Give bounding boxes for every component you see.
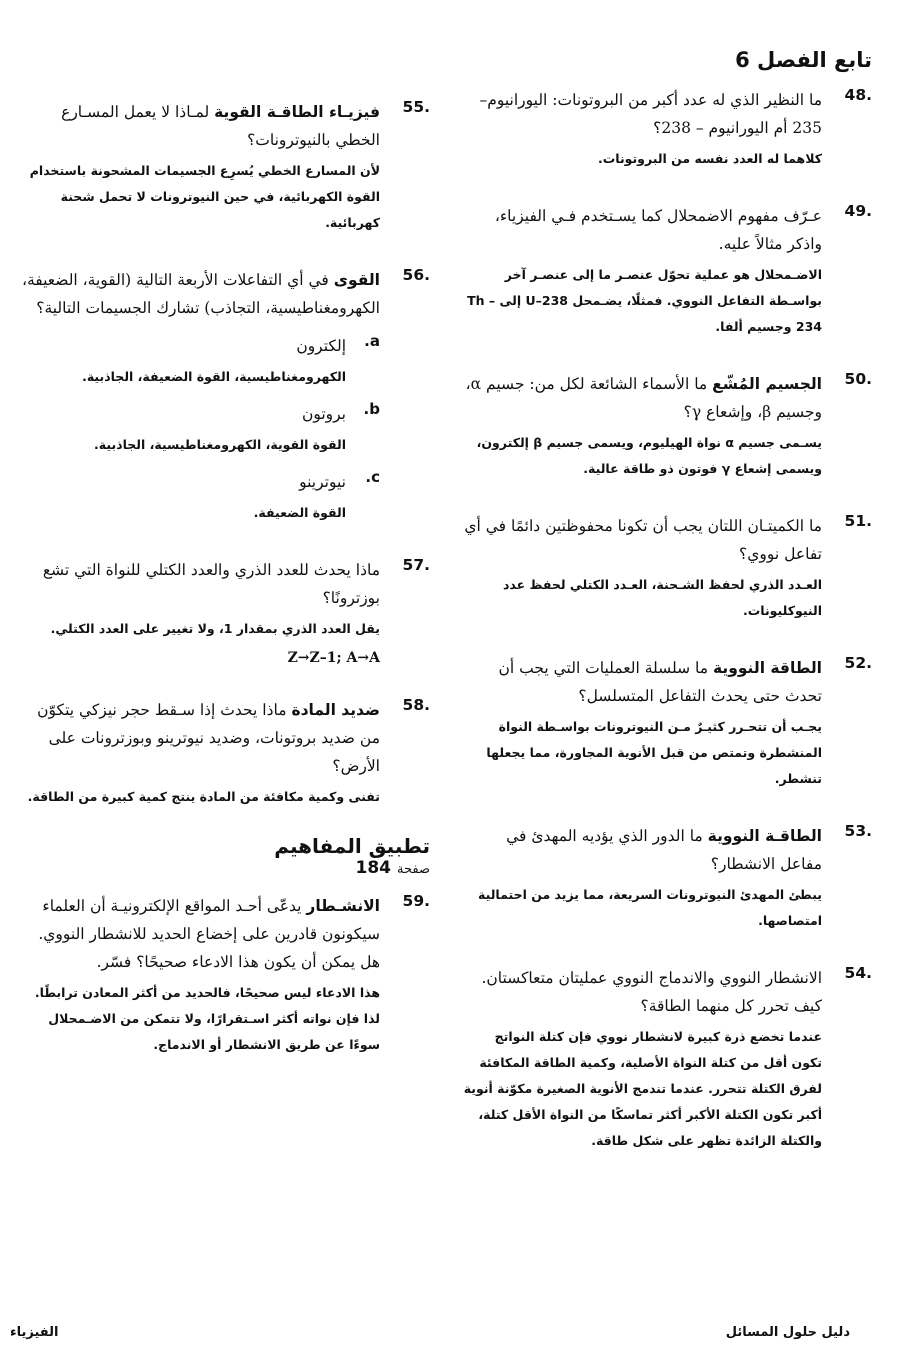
question-keyword: القوى [333, 271, 380, 289]
question-body: ما سلسلة العمليات التي يجب أن تحدث حتى يحدث التفاعل المتسلسل؟ [498, 659, 822, 705]
question-52 [462, 654, 872, 792]
question-number: 48. [844, 86, 872, 104]
question-54 [462, 964, 872, 1154]
question-59 [20, 892, 430, 1058]
question-number: 54. [844, 964, 872, 982]
answer-text: يبطئ المهدئ النيوترونات السريعة، مما يزيد من احتمالية امتصاصها. [478, 887, 822, 928]
question-number: 57. [402, 556, 430, 574]
question-keyword: الطاقـة النووية [707, 827, 822, 845]
question-text [462, 822, 822, 878]
question-49 [462, 202, 872, 340]
question-keyword: فيزيـاء الطاقـة القوية [214, 103, 380, 121]
question-number: 59. [402, 892, 430, 910]
question-number: 55. [402, 98, 430, 116]
question-text [20, 892, 380, 976]
page-reference [20, 858, 430, 878]
question-number: 49. [844, 202, 872, 220]
sub-letter: b. [363, 400, 380, 418]
question-text [462, 654, 822, 710]
right-column [462, 48, 872, 1184]
question-keyword: الجسيم المُشّع [712, 375, 822, 393]
sub-text: إلكترون [296, 337, 346, 355]
footer-subject: الفيزياء [10, 1325, 59, 1340]
question-53 [462, 822, 872, 934]
footer-guide-title: دليل حلول المسائل [725, 1325, 850, 1340]
question-text: عـرّف مفهوم الاضمحلال كما يسـتخدم فـي الفيزياء، واذكر مثالاً عليه. [494, 207, 822, 253]
page-number: 184 [355, 858, 392, 878]
question-57 [20, 556, 430, 666]
answer-text: عندما تخضع ذرة كبيرة لانشطار نووي فإن كتلة النواتج تكون أقل من كتلة النواة الأصلية، وكمية الطاقة المكافئة لفرق الكتلة تتحرر. عندما تندمج الأنوية الصغيرة مكوّنة أنوية أكبر تكون الكتلة الأكبر أكثر تماسكًا من النواة الأقل كتلة، والكتلة الزائدة تظهر على شكل طاقة. [463, 1029, 822, 1148]
question-56 [20, 266, 430, 526]
question-body: ماذا يحدث إذا سـقط حجر نيزكي يتكوّن من ضديد بروتونات، وضديد نيوترينو وبوزترونات على الأرض؟ [37, 701, 380, 775]
question-text [20, 98, 380, 154]
answer-text: القوة القوية، الكهرومغناطيسية، الجاذبية. [94, 437, 346, 452]
question-number: 50. [844, 370, 872, 388]
question-number: 51. [844, 512, 872, 530]
question-48 [462, 86, 872, 172]
question-number: 52. [844, 654, 872, 672]
sub-question-b [20, 400, 380, 458]
question-body: لمـاذا لا يعمل المسـارع الخطي بالنيوترونات؟ [61, 103, 380, 149]
question-body: ما الدور الذي يؤديه المهدئ في مفاعل الانشطار؟ [506, 827, 822, 873]
question-text [462, 370, 822, 426]
section-title: تطبيق المفاهيم [274, 834, 430, 858]
question-number: 58. [402, 696, 430, 714]
sub-letter: a. [364, 332, 380, 350]
answer-text: هذا الادعاء ليس صحيحًا، فالحديد من أكثر المعادن ترابطًا. لذا فإن نواته أكثر اسـتقرارًا، ولا تتمكن من الاضـمحلال سوءًا عن طريق الانشطار أو الاندماج. [34, 985, 380, 1052]
left-column [20, 98, 430, 1088]
answer-text: يسـمى جسيم α نواة الهيليوم، ويسمى جسيم β إلكترون، ويسمى إشعاع γ فوتون ذو طاقة عالية. [476, 435, 822, 476]
answer-text: يجـب أن تتحـرر كثيـرٌ مـن النيوترونات بواسـطة النواة المنشطرة وتمتص من قبل الأنوية المجاورة، مما يجعلها تنشطر. [486, 719, 822, 786]
answer-text: الكهرومغناطيسية، القوة الضعيفة، الجاذبية. [82, 369, 346, 384]
question-text [20, 266, 380, 322]
question-body: ما الأسماء الشائعة لكل من: جسيم α، وجسيم β، وإشعاع γ؟ [465, 375, 822, 421]
question-text: ما الكميتـان اللتان يجب أن تكونا محفوظتين دائمًا في أي تفاعل نووي؟ [464, 517, 822, 563]
question-text: الانشطار النووي والاندماج النووي عمليتان متعاكستان. كيف تحرر كل منهما الطاقة؟ [481, 969, 822, 1015]
page-label: صفحة [397, 862, 430, 877]
question-keyword: الطاقة النووية [712, 659, 822, 677]
sub-question-a [20, 332, 380, 390]
answer-text: القوة الضعيفة. [253, 505, 346, 520]
answer-text: العـدد الذري لحفظ الشـحنة، العـدد الكتلي لحفظ عدد النيوكليونات. [502, 577, 822, 618]
question-55 [20, 98, 430, 236]
chapter-heading: تابع الفصل 6 [735, 48, 872, 72]
question-body: في أي التفاعلات الأربعة التالية (القوية، الضعيفة، الكهرومغناطيسية، التجاذب) تشارك الجسيمات التالية؟ [21, 271, 380, 317]
sub-letter: c. [365, 468, 380, 486]
answer-text: الاضـمحلال هو عملية تحوّل عنصـر ما إلى عنصـر آخر بواسـطة التفاعل النووي. فمثلًا، يضـمحل U–238 إلى Th – 234 وجسيم ألفا. [467, 267, 822, 334]
formula: Z→Z–1; A→A [287, 650, 380, 666]
question-number: 53. [844, 822, 872, 840]
question-body: يدعّى أحـد المواقع الإلكترونيـة أن العلماء سيكونون قادرين على إخضاع الحديد للانشطار النووي. هل يمكن أن يكون هذا الادعاء صحيحًا؟ فسّر. [38, 897, 380, 971]
question-text [20, 696, 380, 780]
answer-text: يقل العدد الذري بمقدار 1، ولا تغيير على العدد الكتلي. [50, 621, 380, 636]
answer-text: لأن المسارع الخطي يُسرِع الجسيمات المشحونة باستخدام القوة الكهربائية، في حين النيوترونات لا تحمل شحنة كهربائية. [29, 163, 380, 230]
answer-text: تفنى وكمية مكافئة من المادة ينتج كمية كبيرة من الطاقة. [27, 789, 380, 804]
answer-text: كلاهما له العدد نفسه من البروتونات. [597, 151, 822, 166]
question-text: ماذا يحدث للعدد الذري والعدد الكتلي للنواة التي تشع بوزترونًا؟ [42, 561, 380, 607]
question-keyword: ضديد المادة [291, 701, 380, 719]
sub-text: نيوترينو [299, 473, 346, 491]
sub-text: بروتون [301, 405, 346, 423]
question-51 [462, 512, 872, 624]
question-50 [462, 370, 872, 482]
question-text: ما النظير الذي له عدد أكبر من البروتونات: اليورانيوم–235 أم اليورانيوم – 238؟ [479, 91, 822, 137]
question-58 [20, 696, 430, 810]
sub-question-c [20, 468, 380, 526]
question-number: 56. [402, 266, 430, 284]
question-keyword: الانشـطار [306, 897, 380, 915]
